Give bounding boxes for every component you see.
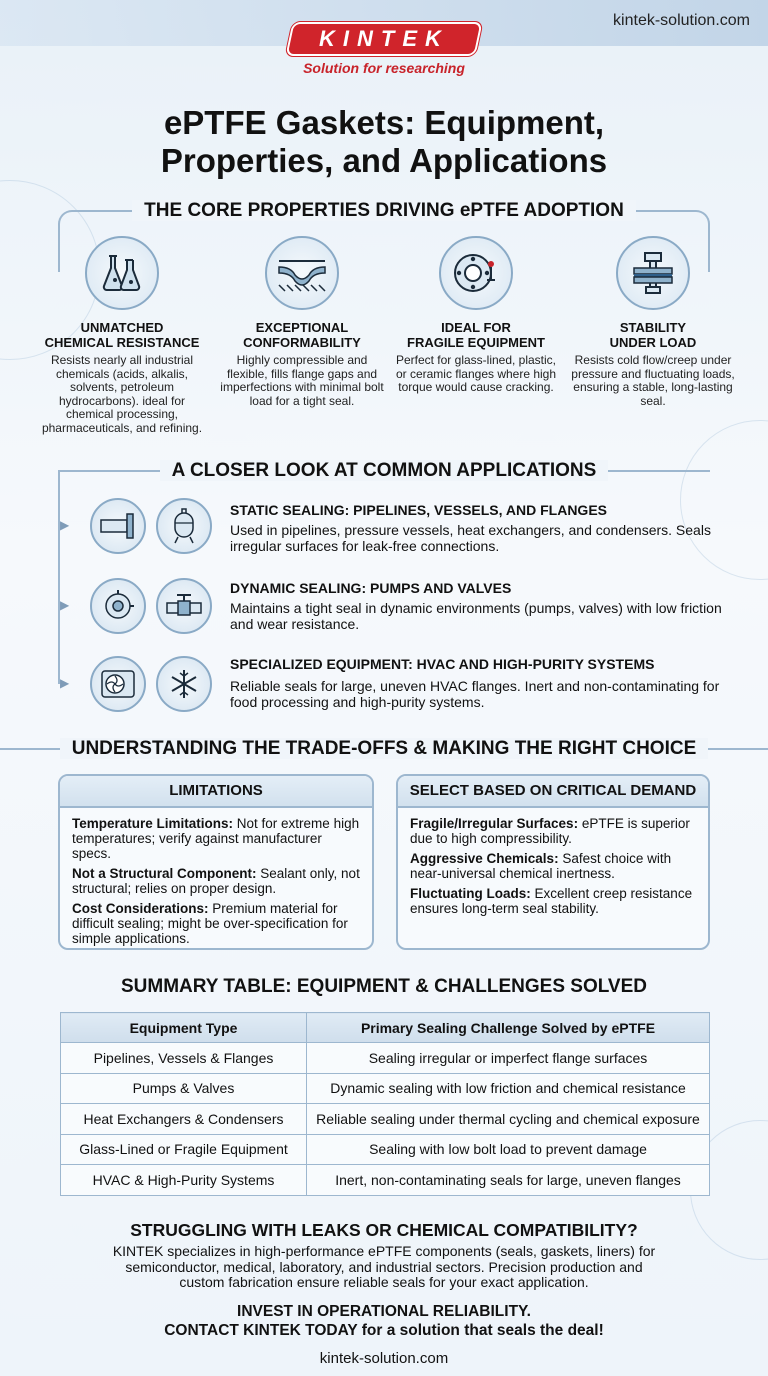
cta-heading: STRUGGLING WITH LEAKS OR CHEMICAL COMPATIBILITY? [130, 1220, 638, 1240]
property-title-1: STABILITY [619, 320, 687, 335]
select-demand-title: SELECT BASED ON CRITICAL DEMAND [398, 776, 708, 808]
table-row: Heat Exchangers & Condensers Reliable sealing under thermal cycling and chemical exposure [61, 1104, 710, 1135]
property-title-1: IDEAL FOR [441, 320, 511, 335]
property-chemical-resistance [36, 236, 208, 435]
table-row: Pumps & Valves Dynamic sealing with low friction and chemical resistance [61, 1073, 710, 1104]
application-static-sealing [60, 496, 760, 576]
cta-body: KINTEK specializes in high-performance ePTFE components (seals, gaskets, liners) for semiconductor, medical, laboratory, and industrial sectors. Precision production and custom fabrication ensure reliable seals for your exact application. [112, 1243, 656, 1290]
property-fragile-equipment [390, 236, 562, 395]
summary-table [60, 1012, 710, 1196]
tagline: Solution for researching [303, 60, 465, 76]
application-specialized-equipment [60, 652, 760, 732]
property-stability [567, 236, 739, 408]
property-title-1: UNMATCHED [80, 320, 164, 335]
properties-heading: THE CORE PROPERTIES DRIVING ePTFE ADOPTION [0, 200, 768, 222]
pipe-flange-icon [90, 498, 146, 554]
pressure-vessel-icon [156, 498, 212, 554]
snowflake-icon [156, 656, 212, 712]
hvac-unit-icon [90, 656, 146, 712]
property-description: Highly compressible and flexible, fills flange gaps and imperfections with minimal bolt load for a tight seal. [220, 353, 384, 408]
limitation-item: Not a Structural Component: Sealant only, not structural; relies on proper design. [72, 866, 360, 896]
arrow-right-icon: ▶ [60, 598, 70, 612]
limitations-box [58, 774, 374, 950]
page-title [0, 104, 768, 180]
logo-text: KINTEK [319, 26, 449, 51]
summary-heading: SUMMARY TABLE: EQUIPMENT & CHALLENGES SOLVED [120, 976, 648, 997]
arrow-right-icon: ▶ [60, 518, 70, 532]
application-dynamic-sealing [60, 576, 760, 656]
cta-final-line-2[interactable]: CONTACT KINTEK TODAY for a solution that seals the deal! [164, 1322, 604, 1339]
application-title: STATIC SEALING: PIPELINES, VESSELS, AND FLANGES [230, 502, 608, 518]
demand-item: Fragile/Irregular Surfaces: ePTFE is superior due to high compressibility. [410, 816, 690, 846]
property-description: Resists nearly all industrial chemicals (acids, alkalis, solvents, petroleum hydrocarbons). ideal for chemical processing, pharmaceuticals, and refining. [41, 353, 203, 435]
property-title-2: CONFORMABILITY [243, 335, 361, 350]
application-description: Reliable seals for large, uneven HVAC flanges. Inert and non-contaminating for food processing and high-purity systems. [230, 678, 720, 710]
property-title-2: FRAGILE EQUIPMENT [407, 335, 545, 350]
applications-heading: A CLOSER LOOK AT COMMON APPLICATIONS [0, 460, 768, 482]
bolt-joint-icon [616, 236, 690, 310]
kintek-logo [288, 24, 480, 54]
property-description: Perfect for glass-lined, plastic, or ceramic flanges where high torque would cause cracking. [395, 353, 557, 394]
pump-icon [90, 578, 146, 634]
flange-icon [439, 236, 513, 310]
property-title-1: EXCEPTIONAL [255, 320, 349, 335]
tradeoffs-heading: UNDERSTANDING THE TRADE-OFFS & MAKING THE RIGHT CHOICE [0, 738, 768, 760]
title-line-1: ePTFE Gaskets: Equipment, [163, 104, 605, 141]
demand-item: Aggressive Chemicals: Safest choice with near-universal chemical inertness. [410, 851, 672, 881]
property-description: Resists cold flow/creep under pressure and fluctuating loads, ensuring a stable, long-lasting seal. [571, 353, 735, 408]
application-title: SPECIALIZED EQUIPMENT: HVAC AND HIGH-PURITY SYSTEMS [230, 656, 655, 672]
column-header: Equipment Type [61, 1013, 307, 1043]
cta-final [0, 1302, 768, 1340]
site-url-top[interactable]: kintek-solution.com [613, 12, 750, 29]
property-conformability [216, 236, 388, 408]
gasket-compression-icon [265, 236, 339, 310]
select-demand-box [396, 774, 710, 950]
application-description: Maintains a tight seal in dynamic environments (pumps, valves) with low friction and wear resistance. [230, 600, 722, 632]
arrow-right-icon: ▶ [60, 676, 70, 690]
limitation-item: Temperature Limitations: Not for extreme high temperatures; verify against manufacturer specs. [72, 816, 360, 861]
demand-item: Fluctuating Loads: Excellent creep resistance ensures long-term seal stability. [410, 886, 693, 916]
table-row: HVAC & High-Purity Systems Inert, non-contaminating seals for large, uneven flanges [61, 1165, 710, 1196]
table-row: Glass-Lined or Fragile Equipment Sealing with low bolt load to prevent damage [61, 1134, 710, 1165]
property-title-2: CHEMICAL RESISTANCE [44, 335, 200, 350]
limitations-title: LIMITATIONS [60, 776, 372, 808]
flask-icon [85, 236, 159, 310]
title-line-2: Properties, and Applications [160, 142, 608, 179]
application-title: DYNAMIC SEALING: PUMPS AND VALVES [230, 580, 512, 596]
site-url-bottom[interactable]: kintek-solution.com [319, 1350, 449, 1367]
application-description: Used in pipelines, pressure vessels, heat exchangers, and condensers. Seals irregular surfaces for leak-free connections. [230, 522, 711, 554]
column-header: Primary Sealing Challenge Solved by ePTFE [307, 1013, 710, 1043]
table-header-row [61, 1013, 710, 1043]
table-row: Pipelines, Vessels & Flanges Sealing irregular or imperfect flange surfaces [61, 1043, 710, 1074]
limitation-item: Cost Considerations: Premium material for difficult sealing; might be over-specification for simple applications. [72, 901, 348, 946]
property-title-2: UNDER LOAD [609, 335, 697, 350]
cta-final-line-1: INVEST IN OPERATIONAL RELIABILITY. [237, 1303, 531, 1320]
valve-icon [156, 578, 212, 634]
